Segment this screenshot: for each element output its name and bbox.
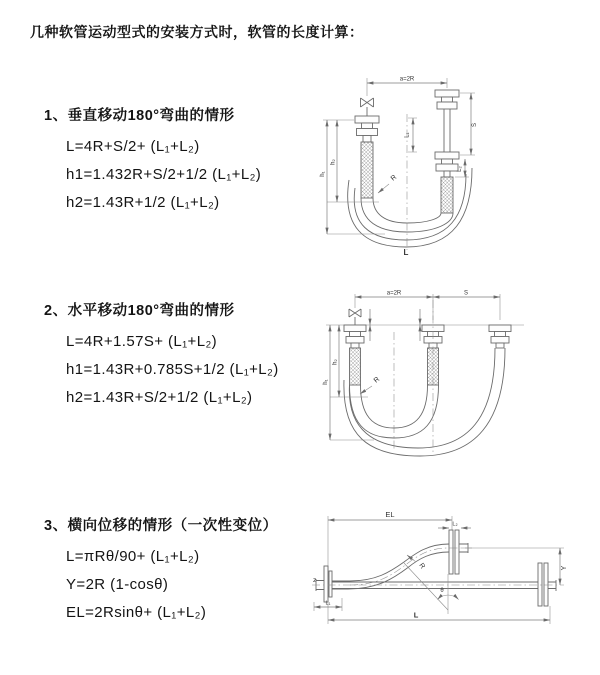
- fitting-length-dimension: [405, 118, 418, 152]
- dim-h2-label: h₂: [332, 359, 339, 365]
- dim-el-label: EL: [385, 510, 395, 519]
- radius-callout: [360, 376, 381, 394]
- braided-hose-section: [350, 348, 361, 385]
- radius-label: R: [372, 375, 382, 385]
- dim-y-label: Y: [561, 565, 568, 571]
- dim-h1-label: h₁: [320, 171, 326, 177]
- valve-icon: [349, 309, 361, 325]
- formula: EL=2Rsinθ+ (L₁+L₂): [66, 604, 207, 621]
- length-label: L: [403, 248, 409, 257]
- left-pipe-flange: [344, 325, 366, 385]
- left-flange: [316, 566, 332, 602]
- dim-l-label: L: [413, 610, 419, 620]
- el-dimension: [328, 510, 452, 577]
- dim-l2-label: L₂: [457, 166, 463, 172]
- radius-label: R: [389, 173, 399, 183]
- dim-s-label: S: [472, 122, 478, 128]
- braided-hose-section: [361, 142, 373, 198]
- formula: L=4R+1.57S+ (L₁+L₂): [66, 333, 218, 350]
- radius-callout: [378, 174, 398, 193]
- formula: h1=1.43R+0.785S+1/2 (L₁+L₂): [66, 361, 279, 378]
- formula: h2=1.43R+S/2+1/2 (L₁+L₂): [66, 389, 253, 406]
- page-title: 几种软管运动型式的安装方式时，软管的长度计算：: [30, 24, 364, 40]
- section-lateral-displacement: [44, 514, 278, 627]
- upper-right-flange: [449, 530, 468, 574]
- formula: L=4R+S/2+ (L₁+L₂): [66, 138, 200, 155]
- y-offset-dimension: [462, 548, 568, 585]
- section-3-heading: 3、横向位移的情形（一次性变位）: [44, 518, 278, 534]
- right-pipe-flange: [435, 90, 459, 213]
- dim-l1-label: L₁: [404, 132, 411, 138]
- right-pipe-flange-moved-position: [489, 325, 511, 348]
- diagram-horizontal-180-bend: [308, 282, 568, 457]
- formula: L=πRθ/90+ (L₁+L₂): [66, 548, 200, 565]
- straight-pipe-position: [332, 563, 556, 606]
- section-1-heading: 1、垂直移动180°弯曲的情形: [44, 108, 235, 124]
- left-height-dimensions: [320, 120, 385, 234]
- upper-flange-fitting-dimension: [438, 522, 471, 529]
- axis-break-mark: z: [313, 577, 317, 584]
- diagram-vertical-180-bend: [305, 62, 525, 257]
- formula: Y=2R (1-cosθ): [66, 576, 169, 593]
- dim-a-2r-label: a=2R: [399, 76, 415, 83]
- radius-label: R: [417, 562, 426, 571]
- stroke-dimension-s: [455, 93, 478, 177]
- top-width-dimensions: [355, 291, 500, 321]
- diagram-lateral-displacement: [298, 502, 588, 647]
- angle-theta-label: θ: [440, 588, 444, 594]
- left-pipe-flange: [355, 116, 379, 198]
- section-2-heading: 2、水平移动180°弯曲的情形: [44, 303, 235, 319]
- section-vertical-180: [44, 104, 261, 217]
- formula: h2=1.43R+1/2 (L₁+L₂): [66, 194, 220, 211]
- valve-icon: [361, 98, 374, 116]
- dim-a-2r-label: a=2R: [386, 290, 402, 297]
- dim-l1-label: L₁: [325, 600, 331, 607]
- section-horizontal-180: [44, 299, 279, 412]
- dim-h1-label: h₁: [323, 379, 329, 385]
- braided-hose-section: [441, 177, 453, 213]
- dim-l2-label: L₂: [452, 521, 458, 528]
- dim-s-label: S: [463, 290, 469, 297]
- dim-h2-label: h₂: [330, 159, 337, 165]
- formula: h1=1.432R+S/2+1/2 (L₁+L₂): [66, 166, 262, 183]
